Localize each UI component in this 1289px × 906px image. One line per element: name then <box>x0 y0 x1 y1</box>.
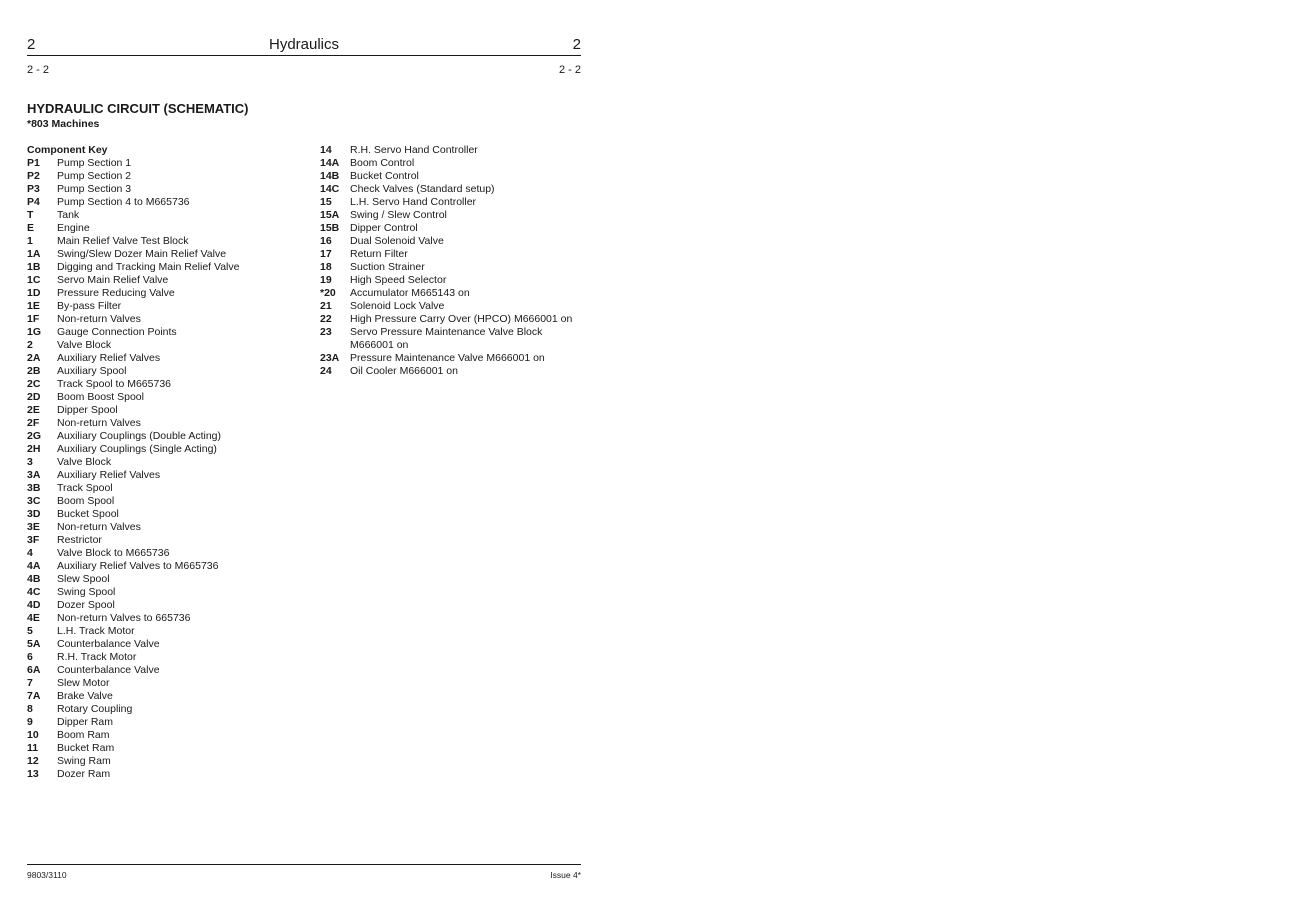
component-description: Accumulator M665143 on <box>350 287 470 299</box>
component-key-item <box>27 183 239 196</box>
component-code: 3E <box>27 521 40 533</box>
component-key-item <box>27 248 239 261</box>
component-key-item <box>320 196 572 209</box>
component-code: 5A <box>27 638 41 650</box>
component-code: 2H <box>27 443 41 455</box>
component-description: Valve Block <box>57 339 112 351</box>
component-key-item <box>27 625 239 638</box>
component-code: 7 <box>27 677 33 689</box>
component-description: Slew Motor <box>57 677 110 689</box>
component-description: L.H. Servo Hand Controller <box>350 196 477 208</box>
component-description: Boom Boost Spool <box>57 391 144 403</box>
component-code: 14A <box>320 157 340 169</box>
component-key-item <box>27 664 239 677</box>
component-code: 21 <box>320 300 332 312</box>
component-code: 2C <box>27 378 41 390</box>
component-description: Dozer Spool <box>57 599 115 611</box>
issue-label: Issue 4* <box>550 870 581 880</box>
component-description: Counterbalance Valve <box>57 638 160 650</box>
component-code: 4C <box>27 586 41 598</box>
component-code: 1G <box>27 326 42 338</box>
component-key-item <box>27 157 239 170</box>
component-key-list-right <box>320 144 572 378</box>
component-code: P2 <box>27 170 40 182</box>
component-code: 3D <box>27 508 41 520</box>
component-key-item <box>27 677 239 690</box>
component-code: P3 <box>27 183 40 195</box>
component-code: 15B <box>320 222 340 234</box>
component-code: 15 <box>320 196 332 208</box>
component-key-item <box>27 391 239 404</box>
component-description: Bucket Spool <box>57 508 119 520</box>
component-description: Track Spool to M665736 <box>57 378 172 390</box>
component-key-item <box>27 534 239 547</box>
component-description: High Pressure Carry Over (HPCO) M666001 on <box>350 313 573 325</box>
component-description: Engine <box>57 222 90 234</box>
component-description: Valve Block to M665736 <box>57 547 170 559</box>
component-description: Auxiliary Relief Valves to M665736 <box>57 560 219 572</box>
component-description: Boom Spool <box>57 495 115 507</box>
page-number-left: 2 - 2 <box>27 64 50 76</box>
component-key-item <box>320 326 572 339</box>
component-key-item <box>320 170 572 183</box>
component-description: High Speed Selector <box>350 274 447 286</box>
component-code: 15A <box>320 209 340 221</box>
component-description: Return Filter <box>350 248 408 260</box>
component-description: Restrictor <box>57 534 102 546</box>
component-code: E <box>27 222 35 234</box>
component-code: 3B <box>27 482 41 494</box>
component-code: 14B <box>320 170 340 182</box>
component-key-item <box>27 326 239 339</box>
component-key-item <box>27 417 239 430</box>
component-description: Check Valves (Standard setup) <box>350 183 495 195</box>
component-description: Boom Control <box>350 157 415 169</box>
component-key-item <box>27 573 239 586</box>
component-description: Main Relief Valve Test Block <box>57 235 189 247</box>
component-description: Swing / Slew Control <box>350 209 447 221</box>
component-key-item <box>320 183 572 196</box>
component-description: Digging and Tracking Main Relief Valve <box>57 261 240 273</box>
section-number-left: 2 <box>27 36 36 53</box>
component-description: Dozer Ram <box>57 768 111 780</box>
component-code: 6 <box>27 651 33 663</box>
component-key-item <box>27 768 239 781</box>
component-description: Pressure Maintenance Valve M666001 on <box>350 352 545 364</box>
component-description: Slew Spool <box>57 573 110 585</box>
footer-divider <box>27 864 581 865</box>
component-code: 3A <box>27 469 41 481</box>
component-description: Auxiliary Couplings (Double Acting) <box>57 430 221 442</box>
component-key-item <box>320 274 572 287</box>
component-code: 1D <box>27 287 41 299</box>
component-code: 18 <box>320 261 332 273</box>
component-description: Counterbalance Valve <box>57 664 160 676</box>
component-description: R.H. Track Motor <box>57 651 137 663</box>
component-code: 4E <box>27 612 40 624</box>
component-code: 1F <box>27 313 40 325</box>
component-description: Dual Solenoid Valve <box>350 235 444 247</box>
component-code: 1A <box>27 248 41 260</box>
component-key-item <box>27 547 239 560</box>
component-description: Bucket Control <box>350 170 419 182</box>
component-key-item <box>320 313 572 326</box>
component-key-item <box>27 495 239 508</box>
component-description: Non-return Valves <box>57 521 141 533</box>
component-key-item <box>27 352 239 365</box>
component-code: P4 <box>27 196 40 208</box>
component-code: 2F <box>27 417 40 429</box>
component-key-item <box>27 196 239 209</box>
component-code: 4A <box>27 560 41 572</box>
component-key-item <box>320 261 572 274</box>
component-key-item <box>27 690 239 703</box>
component-key-item <box>27 430 239 443</box>
component-key-item <box>27 508 239 521</box>
component-description: Non-return Valves to 665736 <box>57 612 191 624</box>
component-description: Brake Valve <box>57 690 113 702</box>
component-description: L.H. Track Motor <box>57 625 135 637</box>
component-key-item <box>27 729 239 742</box>
component-key-item <box>27 586 239 599</box>
component-code: 12 <box>27 755 39 767</box>
component-code: 4B <box>27 573 41 585</box>
component-key-item <box>27 378 239 391</box>
component-code: 19 <box>320 274 332 286</box>
page-header <box>27 36 581 56</box>
component-description: Gauge Connection Points <box>57 326 177 338</box>
component-code: 14 <box>320 144 332 156</box>
component-key-item <box>27 599 239 612</box>
component-description: Auxiliary Spool <box>57 365 127 377</box>
component-code: *20 <box>320 287 336 299</box>
component-key-item <box>320 144 572 157</box>
component-key-item <box>27 170 239 183</box>
component-key-item <box>27 482 239 495</box>
component-key-item <box>27 560 239 573</box>
component-description: R.H. Servo Hand Controller <box>350 144 478 156</box>
component-description: Bucket Ram <box>57 742 115 754</box>
component-code: 2A <box>27 352 41 364</box>
component-key-item <box>27 222 239 235</box>
component-code: 2D <box>27 391 41 403</box>
component-description: Suction Strainer <box>350 261 425 273</box>
component-description: Dipper Ram <box>57 716 114 728</box>
component-description: Non-return Valves <box>57 417 141 429</box>
component-key-item <box>27 638 239 651</box>
component-code: 2 <box>27 339 33 351</box>
component-key-item <box>27 456 239 469</box>
component-key-item <box>27 469 239 482</box>
component-description: Swing Ram <box>57 755 111 767</box>
component-code: 2B <box>27 365 41 377</box>
component-description: Pressure Reducing Valve <box>57 287 175 299</box>
component-key-item <box>27 339 239 352</box>
document-title: HYDRAULIC CIRCUIT (SCHEMATIC) <box>27 101 249 116</box>
component-code: 3F <box>27 534 40 546</box>
component-code: 2G <box>27 430 42 442</box>
document-number: 9803/3110 <box>27 870 67 880</box>
section-title: Hydraulics <box>268 36 340 53</box>
component-key-item <box>27 612 239 625</box>
component-key-item <box>320 157 572 170</box>
component-code: 13 <box>27 768 39 780</box>
component-description: Valve Block <box>57 456 112 468</box>
component-key-item <box>27 235 239 248</box>
component-code: 22 <box>320 313 332 325</box>
component-key-item <box>27 521 239 534</box>
component-key-item <box>320 339 572 352</box>
component-key-item <box>320 235 572 248</box>
component-code: 3 <box>27 456 33 468</box>
component-code: 1 <box>27 235 33 247</box>
component-description: Pump Section 2 <box>57 170 132 182</box>
component-code: 3C <box>27 495 41 507</box>
document-subtitle: *803 Machines <box>27 118 100 130</box>
component-code: 7A <box>27 690 41 702</box>
component-code: 1E <box>27 300 40 312</box>
component-code: 5 <box>27 625 33 637</box>
component-key-item <box>320 209 572 222</box>
component-key-item <box>320 352 572 365</box>
section-number-right: 2 <box>572 36 581 53</box>
component-code: 9 <box>27 716 33 728</box>
component-code: 10 <box>27 729 39 741</box>
component-description: By-pass Filter <box>57 300 122 312</box>
component-description: Non-return Valves <box>57 313 141 325</box>
component-code: 2E <box>27 404 40 416</box>
component-key-item <box>27 365 239 378</box>
component-code: 6A <box>27 664 41 676</box>
component-code: 16 <box>320 235 332 247</box>
component-key-item <box>27 261 239 274</box>
component-key-item <box>320 365 572 378</box>
component-description: M666001 on <box>350 339 409 351</box>
component-description: Dipper Control <box>350 222 418 234</box>
component-code: 1C <box>27 274 41 286</box>
component-code: P1 <box>27 157 40 169</box>
component-key-item <box>27 300 239 313</box>
component-key-item <box>27 703 239 716</box>
component-description: Auxiliary Couplings (Single Acting) <box>57 443 217 455</box>
component-description: Servo Main Relief Valve <box>57 274 169 286</box>
component-description: Auxiliary Relief Valves <box>57 352 161 364</box>
component-description: Pump Section 3 <box>57 183 132 195</box>
component-code: 11 <box>27 742 39 754</box>
component-code: 8 <box>27 703 33 715</box>
component-code: 23 <box>320 326 332 338</box>
component-code: 1B <box>27 261 41 273</box>
component-key-item <box>320 300 572 313</box>
component-code: 4 <box>27 547 33 559</box>
component-description: Track Spool <box>57 482 113 494</box>
component-key-item <box>27 404 239 417</box>
component-key-item <box>27 755 239 768</box>
component-key-item <box>320 287 572 300</box>
page-number-right: 2 - 2 <box>558 64 581 76</box>
component-key-item <box>27 651 239 664</box>
component-key-list-left <box>27 157 239 781</box>
component-description: Rotary Coupling <box>57 703 133 715</box>
component-key-item <box>27 313 239 326</box>
component-description: Auxiliary Relief Valves <box>57 469 161 481</box>
component-code: 14C <box>320 183 340 195</box>
component-description: Swing/Slew Dozer Main Relief Valve <box>57 248 227 260</box>
component-key-item <box>320 222 572 235</box>
component-description: Oil Cooler M666001 on <box>350 365 458 377</box>
component-key-heading: Component Key <box>27 144 108 156</box>
component-code: 4D <box>27 599 41 611</box>
component-key-item <box>27 443 239 456</box>
component-code: 24 <box>320 365 332 377</box>
component-code: 23A <box>320 352 340 364</box>
component-key-item <box>27 209 239 222</box>
component-description: Dipper Spool <box>57 404 118 416</box>
component-code: 17 <box>320 248 332 260</box>
component-code: T <box>27 209 34 221</box>
component-description: Tank <box>57 209 80 221</box>
component-key-item <box>27 716 239 729</box>
header-divider <box>27 55 581 56</box>
component-key-item <box>320 248 572 261</box>
component-description: Solenoid Lock Valve <box>350 300 445 312</box>
component-description: Servo Pressure Maintenance Valve Block <box>350 326 543 338</box>
component-key-item <box>27 274 239 287</box>
component-key-item <box>27 742 239 755</box>
component-description: Pump Section 1 <box>57 157 132 169</box>
component-description: Swing Spool <box>57 586 116 598</box>
component-description: Pump Section 4 to M665736 <box>57 196 190 208</box>
component-description: Boom Ram <box>57 729 110 741</box>
component-key-item <box>27 287 239 300</box>
